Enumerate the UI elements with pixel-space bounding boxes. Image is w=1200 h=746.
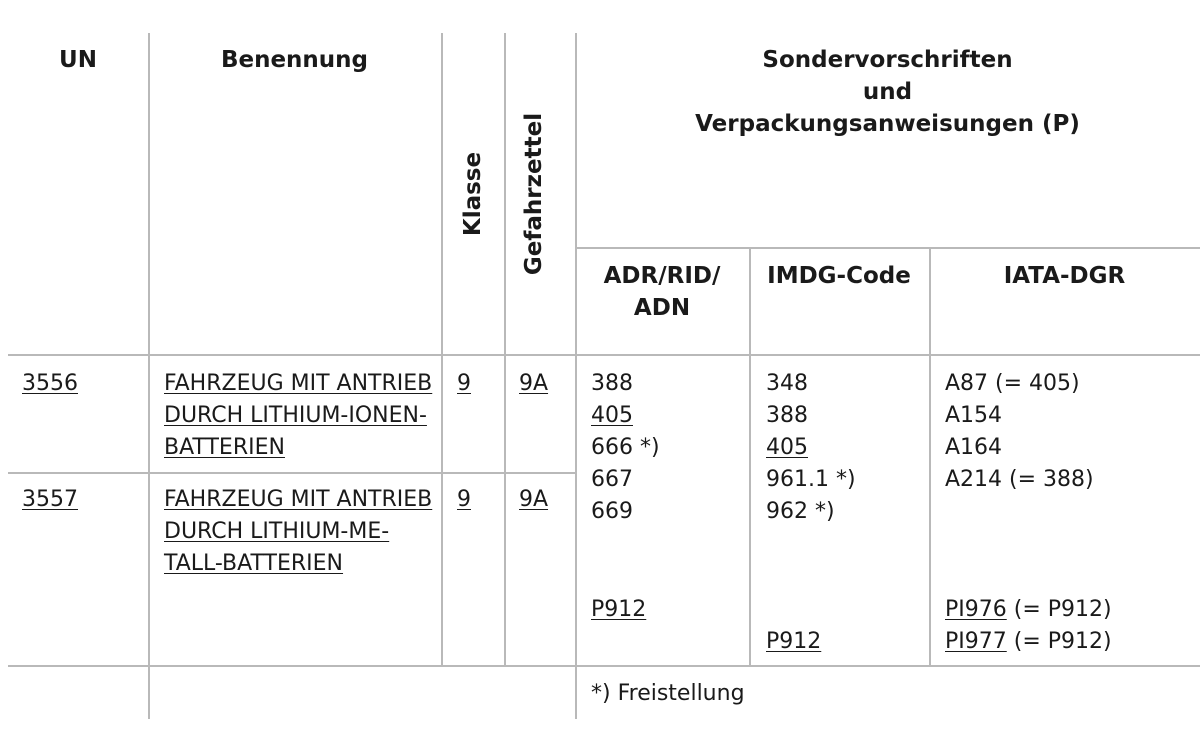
column-divider bbox=[504, 33, 506, 667]
provision-text: 348 bbox=[766, 371, 808, 396]
designation-line: FAHRZEUG MIT ANTRIEB bbox=[164, 371, 433, 396]
provision-text: 669 bbox=[591, 499, 633, 524]
iata-packing-line bbox=[945, 594, 1112, 626]
header-imdg: IMDG-Code bbox=[767, 263, 911, 289]
iata-packing bbox=[945, 594, 1112, 658]
footnote: *) Freistellung bbox=[591, 681, 745, 706]
designation-line: DURCH LITHIUM-ME- bbox=[164, 519, 390, 544]
imdg-provisions bbox=[766, 368, 856, 528]
designation-line: BATTERIEN bbox=[164, 435, 285, 460]
row-divider bbox=[8, 472, 575, 474]
un-number-link[interactable]: 3557 bbox=[22, 487, 78, 512]
header-adr-line: ADR/RID/ bbox=[603, 263, 721, 289]
provision-text: 961.1 *) bbox=[766, 467, 856, 492]
iata-provisions bbox=[945, 368, 1094, 496]
header-adr-line: ADN bbox=[633, 295, 691, 321]
column-divider bbox=[441, 33, 443, 667]
header-sonder-line: und bbox=[862, 79, 913, 105]
header-adr bbox=[575, 260, 749, 324]
provision-link[interactable]: 405 bbox=[591, 403, 633, 428]
provision-text: 666 *) bbox=[591, 435, 660, 460]
provision-text: 388 bbox=[766, 403, 808, 428]
designation-link[interactable] bbox=[164, 368, 432, 464]
provision-text: 962 *) bbox=[766, 499, 835, 524]
header-sonder-line: Sondervorschriften bbox=[762, 47, 1013, 73]
column-divider bbox=[148, 33, 150, 719]
un-number-link[interactable]: 3556 bbox=[22, 371, 78, 396]
row-divider bbox=[575, 247, 1200, 249]
header-iata: IATA-DGR bbox=[1003, 263, 1126, 289]
column-divider bbox=[749, 248, 751, 667]
provision-text: 667 bbox=[591, 467, 633, 492]
provision-text: A164 bbox=[945, 435, 1003, 460]
packing-equivalence: (= P912) bbox=[1006, 629, 1112, 654]
row-divider bbox=[8, 665, 1200, 667]
provision-text: 388 bbox=[591, 371, 633, 396]
packing-instruction-link[interactable]: P912 bbox=[591, 597, 647, 622]
designation-line: TALL-BATTERIEN bbox=[164, 551, 344, 576]
header-gefahrzettel: Gefahrzettel bbox=[521, 112, 547, 276]
header-klasse: Klasse bbox=[460, 151, 486, 237]
header-un: UN bbox=[59, 47, 97, 73]
row-divider bbox=[8, 354, 1200, 356]
provision-link[interactable]: 405 bbox=[766, 435, 808, 460]
label-link[interactable]: 9A bbox=[519, 487, 549, 512]
column-divider bbox=[929, 248, 931, 667]
iata-packing-line bbox=[945, 626, 1112, 658]
header-sonder-line: Verpackungsanweisungen (P) bbox=[695, 111, 1080, 137]
provision-text: A214 (= 388) bbox=[945, 467, 1094, 492]
packing-instruction-link[interactable]: P912 bbox=[766, 629, 822, 654]
header-benennung: Benennung bbox=[220, 47, 369, 73]
class-link[interactable]: 9 bbox=[457, 371, 471, 396]
provision-text: A87 (= 405) bbox=[945, 371, 1080, 396]
header-sondervorschriften bbox=[575, 44, 1200, 140]
packing-instruction-link[interactable]: PI977 bbox=[945, 629, 1007, 654]
provision-text: A154 bbox=[945, 403, 1003, 428]
label-link[interactable]: 9A bbox=[519, 371, 549, 396]
packing-instruction-link[interactable]: PI976 bbox=[945, 597, 1007, 622]
designation-line: DURCH LITHIUM-IONEN- bbox=[164, 403, 427, 428]
adr-provisions bbox=[591, 368, 660, 528]
designation-line: FAHRZEUG MIT ANTRIEB bbox=[164, 487, 433, 512]
packing-equivalence: (= P912) bbox=[1006, 597, 1112, 622]
designation-link[interactable] bbox=[164, 484, 432, 580]
class-link[interactable]: 9 bbox=[457, 487, 471, 512]
